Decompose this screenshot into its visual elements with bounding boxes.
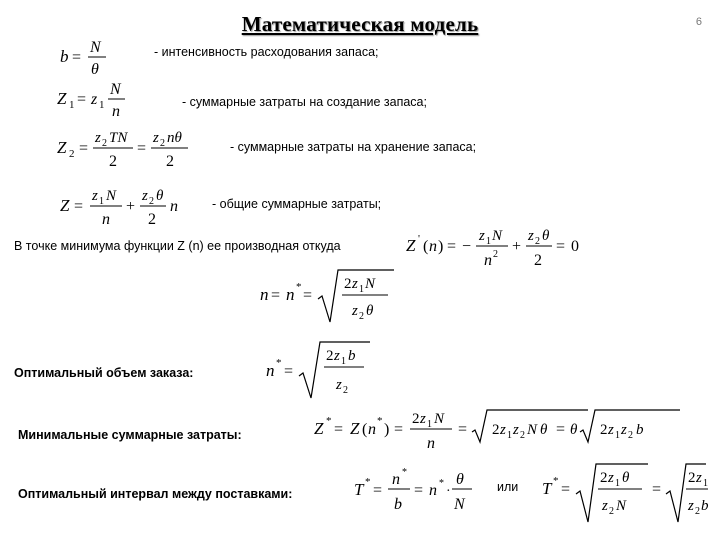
- svg-text:z: z: [334, 348, 340, 364]
- svg-text:θ: θ: [366, 303, 374, 319]
- svg-text:1: 1: [341, 356, 346, 367]
- svg-text:z: z: [95, 130, 101, 146]
- svg-text:1: 1: [703, 478, 708, 489]
- svg-text:*: *: [439, 478, 444, 489]
- svg-text:=: =: [556, 238, 566, 255]
- svg-text:2: 2: [102, 138, 107, 149]
- svg-text:N: N: [527, 422, 538, 438]
- svg-text:z: z: [420, 411, 426, 427]
- svg-text:1: 1: [486, 236, 491, 247]
- svg-text:=: =: [77, 91, 87, 108]
- svg-text:z: z: [696, 470, 702, 486]
- optimal-order-label: Оптимальный объем заказа:: [14, 366, 194, 380]
- svg-text:=: =: [556, 421, 566, 438]
- svg-text:n: n: [429, 238, 437, 255]
- description-z1: - суммарные затраты на создание запаса;: [182, 95, 427, 109]
- svg-text:·: ·: [446, 484, 451, 499]
- svg-text:=: =: [79, 140, 89, 157]
- svg-text:': ': [418, 233, 420, 245]
- svg-text:=: =: [447, 238, 457, 255]
- svg-text:2: 2: [695, 506, 700, 517]
- svg-text:2: 2: [688, 470, 696, 486]
- min-costs-label: Минимальные суммарные затраты:: [18, 428, 242, 442]
- svg-text:2: 2: [535, 236, 540, 247]
- svg-text:=: =: [458, 421, 468, 438]
- svg-text:−: −: [462, 238, 472, 255]
- svg-text:b: b: [394, 496, 402, 513]
- svg-text:T: T: [542, 479, 552, 498]
- svg-text:θ: θ: [570, 422, 578, 438]
- svg-text:z: z: [608, 422, 614, 438]
- svg-text:*: *: [365, 476, 371, 488]
- svg-text:n: n: [286, 285, 295, 304]
- svg-text:z: z: [608, 470, 614, 486]
- svg-text:2: 2: [344, 276, 352, 292]
- svg-text:θ: θ: [622, 470, 630, 486]
- svg-text:θ: θ: [91, 61, 99, 78]
- formula-interval-2: [540, 458, 710, 526]
- svg-text:Z: Z: [60, 196, 70, 215]
- svg-text:2: 2: [148, 211, 156, 228]
- svg-text:Z: Z: [57, 89, 67, 108]
- svg-text:z: z: [528, 228, 534, 244]
- svg-text:2: 2: [520, 430, 525, 441]
- svg-text:n: n: [112, 103, 120, 120]
- svg-text:2: 2: [149, 196, 154, 207]
- svg-text:1: 1: [99, 99, 105, 111]
- svg-text:(: (: [423, 238, 429, 255]
- svg-text:N: N: [616, 498, 627, 514]
- svg-text:=: =: [652, 481, 662, 498]
- svg-text:z: z: [602, 498, 608, 514]
- formula-min-costs: [312, 404, 682, 458]
- svg-text:n: n: [429, 482, 437, 499]
- svg-text:z: z: [142, 188, 148, 204]
- svg-text:N: N: [492, 228, 503, 244]
- svg-text:b: b: [701, 498, 709, 514]
- svg-text:n: n: [427, 435, 435, 452]
- svg-text:n: n: [368, 421, 376, 438]
- svg-text:=: =: [394, 421, 404, 438]
- svg-text:2: 2: [600, 470, 608, 486]
- svg-text:*: *: [276, 357, 282, 369]
- svg-text:=: =: [74, 198, 84, 215]
- svg-text:N: N: [90, 39, 101, 56]
- svg-text:Z: Z: [350, 419, 360, 438]
- svg-text:z: z: [621, 422, 627, 438]
- svg-text:N: N: [434, 411, 445, 427]
- svg-text:): ): [384, 421, 390, 438]
- svg-text:0: 0: [571, 238, 579, 255]
- formula-z2: [55, 122, 205, 172]
- svg-text:TN: TN: [109, 130, 128, 146]
- svg-text:z: z: [336, 377, 342, 393]
- svg-text:z: z: [500, 422, 506, 438]
- svg-text:2: 2: [359, 311, 364, 322]
- svg-text:*: *: [296, 281, 302, 293]
- svg-text:b: b: [348, 348, 356, 364]
- svg-text:1: 1: [427, 419, 432, 430]
- svg-text:2: 2: [343, 385, 348, 396]
- svg-text:2: 2: [492, 422, 500, 438]
- slide-title: Математическая модель: [241, 12, 479, 36]
- formula-optimal-order: [264, 336, 374, 400]
- svg-text:2: 2: [160, 138, 165, 149]
- svg-text:2: 2: [109, 153, 117, 170]
- description-b: - интенсивность расходования запаса;: [154, 45, 379, 59]
- svg-text:2: 2: [493, 249, 498, 260]
- svg-text:n: n: [392, 471, 400, 488]
- svg-text:=: =: [561, 481, 571, 498]
- svg-text:n: n: [266, 361, 275, 380]
- svg-text:=: =: [303, 287, 313, 304]
- svg-text:=: =: [373, 482, 383, 499]
- formula-interval-1: [352, 464, 480, 520]
- svg-text:2: 2: [412, 411, 420, 427]
- svg-text:z: z: [153, 130, 159, 146]
- svg-text:2: 2: [534, 252, 542, 269]
- svg-text:+: +: [126, 198, 136, 215]
- svg-text:z: z: [479, 228, 485, 244]
- svg-text:1: 1: [359, 284, 364, 295]
- formula-derivative: [404, 222, 594, 272]
- optimal-interval-label: Оптимальный интервал между поставками:: [18, 487, 293, 501]
- svg-text:z: z: [352, 276, 358, 292]
- svg-text:=: =: [137, 140, 147, 157]
- svg-text:n: n: [102, 211, 110, 228]
- svg-text:N: N: [110, 81, 121, 98]
- formula-b: [58, 36, 118, 80]
- svg-text:N: N: [365, 276, 376, 292]
- svg-text:*: *: [553, 475, 559, 487]
- svg-text:b: b: [60, 47, 69, 66]
- svg-text:z: z: [92, 188, 98, 204]
- svg-text:n: n: [260, 285, 269, 304]
- page-number: 6: [695, 16, 702, 28]
- svg-text:=: =: [72, 49, 82, 66]
- svg-text:=: =: [334, 421, 344, 438]
- svg-text:θ: θ: [156, 188, 164, 204]
- svg-text:n: n: [170, 198, 178, 215]
- svg-text:2: 2: [609, 506, 614, 517]
- svg-text:2: 2: [600, 422, 608, 438]
- svg-text:=: =: [284, 363, 294, 380]
- svg-text:=: =: [414, 482, 424, 499]
- svg-text:z: z: [513, 422, 519, 438]
- svg-text:Z: Z: [314, 419, 324, 438]
- svg-text:(: (: [362, 421, 368, 438]
- svg-text:θ: θ: [456, 471, 464, 488]
- formula-z1: [55, 76, 135, 120]
- svg-text:N: N: [106, 188, 117, 204]
- description-z2: - суммарные затраты на хранение запаса;: [230, 140, 477, 154]
- svg-text:nθ: nθ: [167, 130, 182, 146]
- svg-text:=: =: [271, 287, 281, 304]
- svg-text:1: 1: [69, 99, 75, 111]
- svg-text:+: +: [512, 238, 522, 255]
- svg-text:N: N: [454, 496, 465, 513]
- svg-text:θ: θ: [542, 228, 550, 244]
- svg-text:*: *: [326, 415, 332, 427]
- svg-text:1: 1: [99, 196, 104, 207]
- svg-text:z: z: [688, 498, 694, 514]
- svg-text:): ): [438, 238, 444, 255]
- svg-text:Z: Z: [406, 236, 416, 255]
- svg-text:2: 2: [166, 153, 174, 170]
- description-z: - общие суммарные затраты;: [212, 197, 382, 211]
- svg-text:θ: θ: [540, 422, 548, 438]
- svg-text:1: 1: [615, 430, 620, 441]
- svg-text:2: 2: [628, 430, 633, 441]
- svg-text:n: n: [484, 252, 492, 269]
- formula-z: [58, 180, 188, 230]
- svg-text:z: z: [352, 303, 358, 319]
- svg-text:2: 2: [326, 348, 334, 364]
- svg-text:1: 1: [507, 430, 512, 441]
- svg-text:2: 2: [69, 148, 75, 160]
- or-text: или: [497, 480, 519, 494]
- svg-text:*: *: [377, 415, 383, 427]
- svg-text:1: 1: [615, 478, 620, 489]
- svg-text:z: z: [91, 91, 98, 108]
- svg-text:b: b: [636, 422, 644, 438]
- svg-text:Z: Z: [57, 138, 67, 157]
- minimum-point-text: В точке минимума функции Z (n) ее производная откуда: [14, 239, 341, 253]
- svg-text:*: *: [402, 467, 407, 478]
- formula-n-optimal: [258, 266, 398, 326]
- svg-text:T: T: [354, 480, 364, 499]
